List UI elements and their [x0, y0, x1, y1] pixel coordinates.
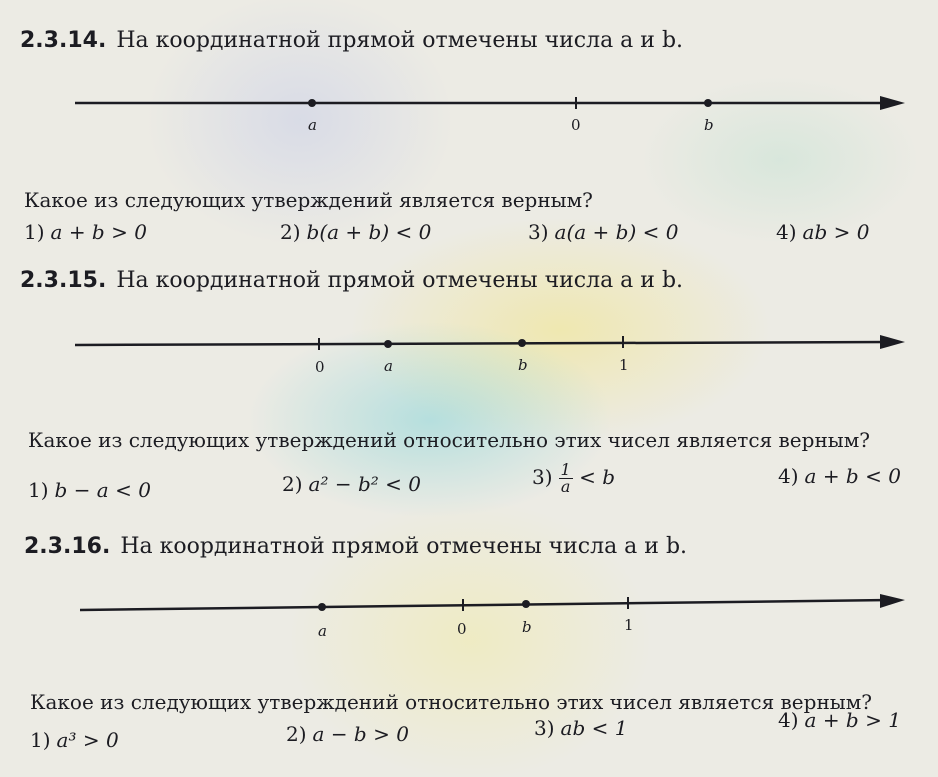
option-2-3-16-1: 1) a³ > 0 [30, 728, 119, 752]
label-one: 1 [624, 616, 634, 634]
point-b [522, 600, 530, 608]
problem-statement: На координатной прямой отмечены числа a и b. [116, 28, 684, 53]
problem-2-3-15-title [20, 268, 683, 293]
label-a: a [318, 622, 327, 640]
axis-arrow-icon [880, 96, 905, 110]
number-line-2-3-14 [0, 78, 938, 138]
label-b: b [704, 116, 714, 134]
option-2-3-16-2: 2) a − b > 0 [286, 722, 409, 746]
label-a: a [384, 357, 393, 375]
option-2-3-15-2: 2) a² − b² < 0 [282, 472, 421, 496]
axis-line [80, 600, 890, 610]
label-one: 1 [619, 356, 629, 374]
axis-arrow-icon [880, 335, 905, 349]
number-line-2-3-15 [0, 318, 938, 378]
axis-arrow-icon [880, 594, 905, 608]
problem-statement: На координатной прямой отмечены числа a и b. [116, 268, 684, 293]
label-b: b [522, 618, 532, 636]
problem-number: 2.3.15. [20, 268, 107, 293]
point-b [518, 339, 526, 347]
label-a: a [308, 116, 317, 134]
option-2-3-14-3: 3) a(a + b) < 0 [528, 220, 679, 244]
problem-2-3-16-title [24, 534, 687, 559]
label-zero: 0 [315, 358, 325, 376]
problem-2-3-14-title [20, 28, 683, 53]
option-2-3-15-4: 4) a + b < 0 [778, 464, 901, 488]
label-zero: 0 [571, 116, 581, 134]
option-2-3-16-3: 3) ab < 1 [534, 716, 628, 740]
point-a [308, 99, 316, 107]
fraction-one-over-a: $\frac{1}{a}$ [560, 460, 571, 496]
point-a [318, 603, 326, 611]
question-2-3-16: Какое из следующих утверждений относительно этих чисел является верным? [30, 690, 872, 714]
option-2-3-14-1: 1) a + b > 0 [24, 220, 147, 244]
option-2-3-14-4: 4) ab > 0 [776, 220, 870, 244]
problem-number: 2.3.16. [24, 534, 111, 559]
number-line-2-3-16 [0, 584, 938, 644]
label-zero: 0 [457, 620, 467, 638]
option-2-3-14-2: 2) b(a + b) < 0 [280, 220, 432, 244]
problem-statement: На координатной прямой отмечены числа a и b. [120, 534, 688, 559]
option-2-3-15-3: 3) $\frac{1}{a}$ < b [532, 460, 615, 496]
option-2-3-16-4: 4) a + b > 1 [778, 708, 901, 732]
point-b [704, 99, 712, 107]
question-2-3-14: Какое из следующих утверждений является верным? [24, 188, 593, 212]
option-2-3-15-1: 1) b − a < 0 [28, 478, 151, 502]
point-a [384, 340, 392, 348]
axis-line [75, 342, 890, 345]
problem-number: 2.3.14. [20, 28, 107, 53]
question-2-3-15: Какое из следующих утверждений относительно этих чисел является верным? [28, 428, 870, 452]
label-b: b [518, 356, 528, 374]
